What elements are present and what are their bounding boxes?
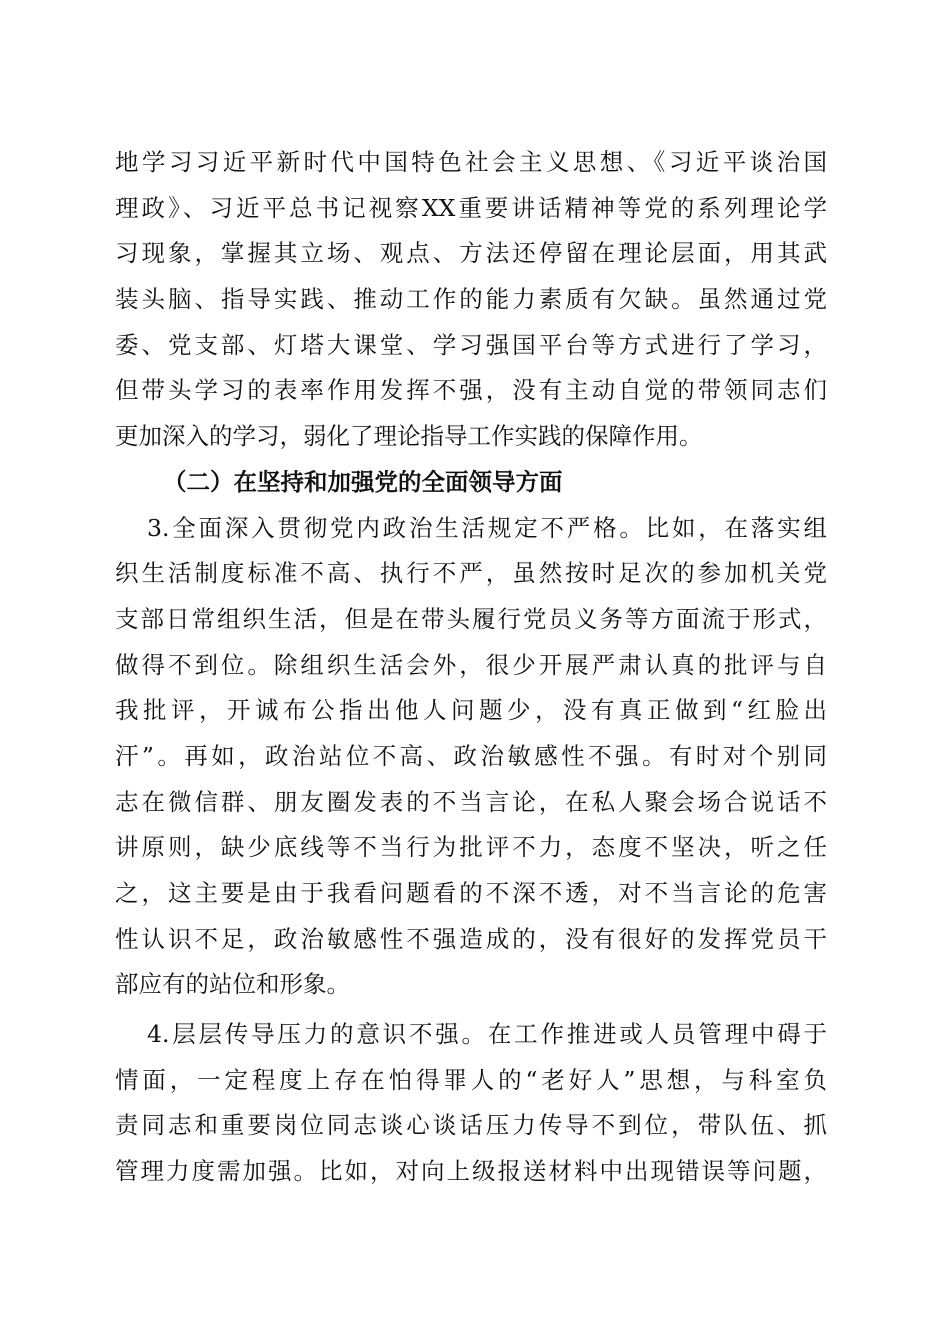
paragraph-3-line: 织生活制度标准不高、执行不严，虽然按时足次的参加机关党 xyxy=(115,559,827,588)
paragraph-1-line: 但带头学习的表率作用发挥不强，没有主动自觉的带领同志们 xyxy=(115,376,827,405)
paragraph-3-line: 之，这主要是由于我看问题看的不深不透，对不当言论的危害 xyxy=(115,879,827,907)
paragraph-3-line: 部应有的站位和形象。 xyxy=(115,970,350,999)
paragraph-3-line: 3.全面深入贯彻党内政治生活规定不严格。比如，在落实组 xyxy=(147,513,827,542)
paragraph-4-line: 管理力度需加强。比如，对向上级报送材料中出现错误等问题， xyxy=(115,1157,827,1186)
paragraph-1-line: 更加深入的学习，弱化了理论指导工作实践的保障作用。 xyxy=(115,422,703,451)
paragraph-1-line: 习现象，掌握其立场、观点、方法还停留在理论层面，用其武 xyxy=(115,239,827,268)
paragraph-1-line: 理政》、习近平总书记视察XX重要讲话精神等党的系列理论学 xyxy=(115,193,827,222)
paragraph-4-line: 责同志和重要岗位同志谈心谈话压力传导不到位，带队伍、抓 xyxy=(115,1111,827,1140)
paragraph-4-line: 情面，一定程度上存在怕得罪人的“老好人”思想，与科室负 xyxy=(115,1065,827,1094)
paragraph-3-line: 支部日常组织生活，但是在带头履行党员义务等方面流于形式， xyxy=(115,604,827,633)
paragraph-4-line: 4.层层传导压力的意识不强。在工作推进或人员管理中碍于 xyxy=(147,1020,827,1049)
paragraph-3-line: 讲原则，缺少底线等不当行为批评不力，态度不坚决，听之任 xyxy=(115,833,827,862)
paragraph-4 xyxy=(115,1012,827,1195)
paragraph-3-line: 志在微信群、朋友圈发表的不当言论，在私人聚会场合说话不 xyxy=(115,787,827,816)
section-heading: （二）在坚持和加强党的全面领导方面 xyxy=(163,467,563,496)
paragraph-3 xyxy=(115,506,827,1009)
paragraph-1 xyxy=(115,140,827,460)
document-body xyxy=(115,140,827,1195)
paragraph-1-line: 装头脑、指导实践、推动工作的能力素质有欠缺。虽然通过党 xyxy=(115,285,827,314)
paragraph-1-line: 委、党支部、灯塔大课堂、学习强国平台等方式进行了学习， xyxy=(115,330,827,359)
paragraph-3-line: 汗”。再如，政治站位不高、政治敏感性不强。有时对个别同 xyxy=(115,741,827,770)
paragraph-3-line: 性认识不足，政治敏感性不强造成的，没有很好的发挥党员干 xyxy=(115,924,827,953)
paragraph-3-line: 我批评，开诚布公指出他人问题少，没有真正做到“红脸出 xyxy=(115,696,827,725)
paragraph-3-line: 做得不到位。除组织生活会外，很少开展严肃认真的批评与自 xyxy=(115,650,827,679)
paragraph-1-line: 地学习习近平新时代中国特色社会主义思想、《习近平谈治国 xyxy=(115,148,827,176)
